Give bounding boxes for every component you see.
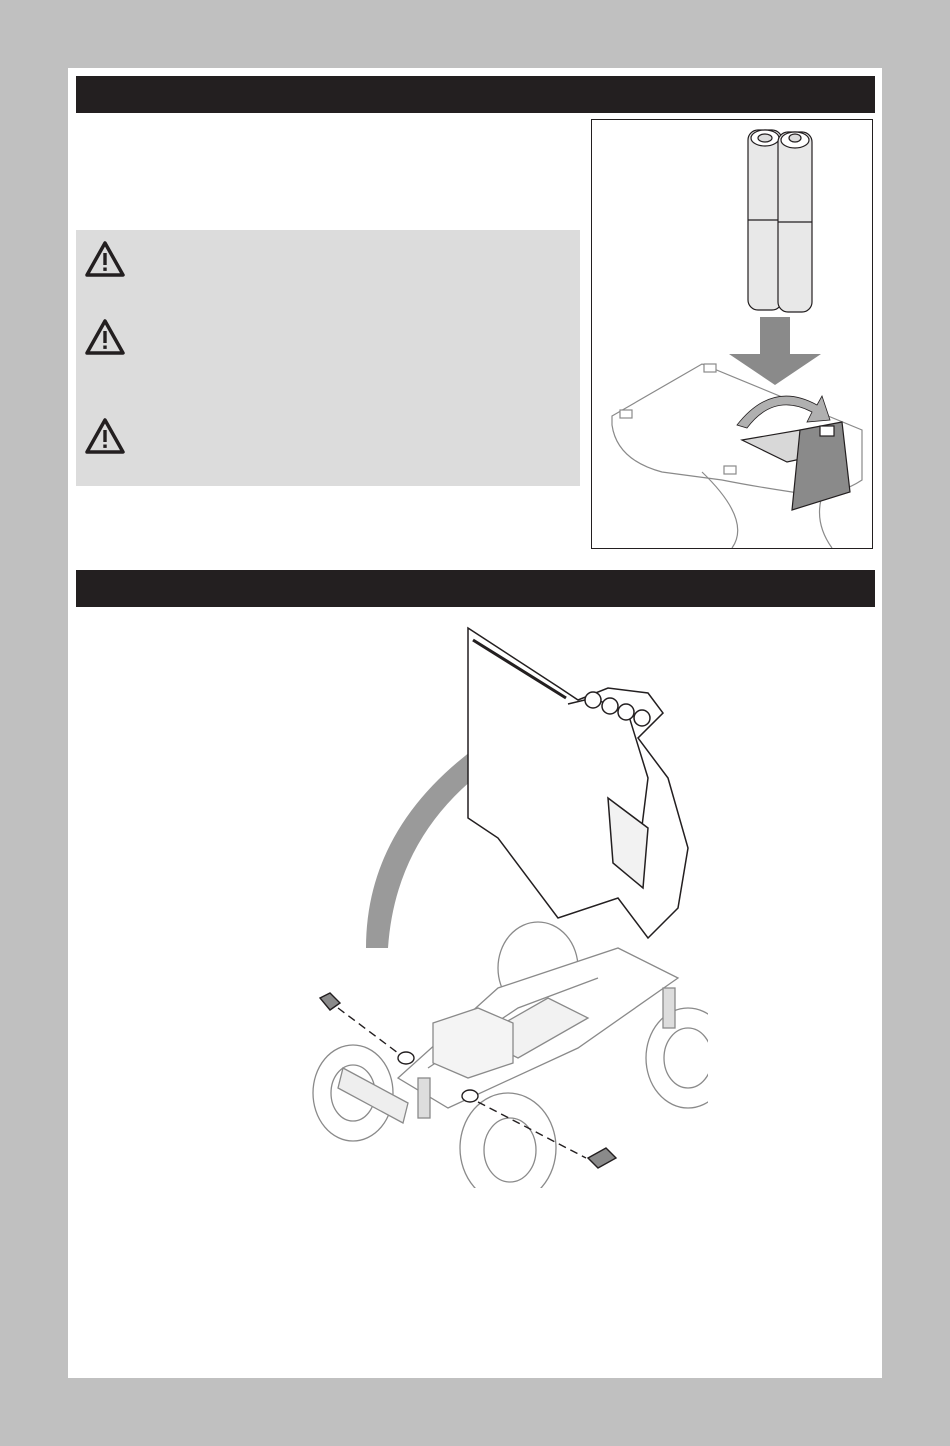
warning-box: [76, 230, 580, 486]
rc-truck-chassis-icon: [313, 922, 708, 1188]
manual-page: [68, 68, 882, 1378]
aa-battery-icon: [748, 130, 782, 310]
aa-battery-icon: [778, 132, 812, 312]
section-header-bar-battery: [76, 76, 875, 113]
truck-body-icon: [468, 628, 688, 938]
insert-arrow-icon: [729, 317, 821, 385]
transmitter-battery-figure: [591, 119, 873, 549]
section-header-bar-body: [76, 570, 875, 607]
body-removal-figure: [248, 618, 708, 1188]
warning-triangle-icon: [84, 240, 126, 278]
warning-triangle-icon: [84, 417, 126, 455]
warning-triangle-icon: [84, 318, 126, 356]
